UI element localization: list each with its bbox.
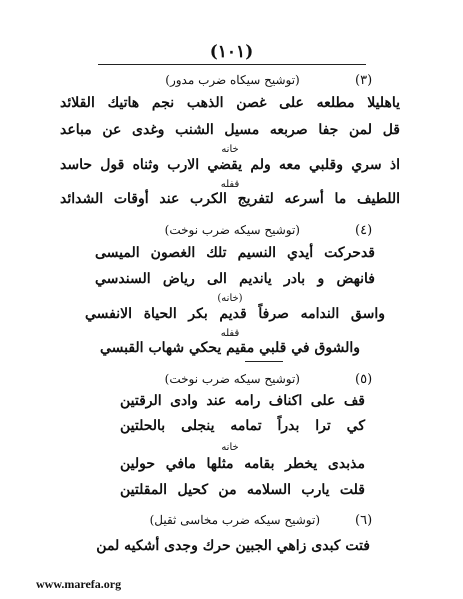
verse-line: اللطيف ما أسرعه لتفريج الكرب عند أوقات الشدائد <box>60 191 400 207</box>
khana-label: خانه <box>221 144 239 155</box>
section-number-5: (٥) <box>355 372 373 387</box>
khana-label: (خانه) <box>217 293 243 304</box>
verse-line: اذ سري وقلبي معه ولم يقضي الارب وثناه قول حاسد <box>60 157 400 173</box>
verse-line: مذبدى يخطر بقامه مثلها مافي حولين <box>120 456 365 472</box>
verse-line: والشوق في قلبي مقيم يحكي شهاب القبسي <box>99 340 360 356</box>
verse-line: ياهليلا مطلعه على غصن الذهب نجم هاتيك القلائد <box>60 95 400 111</box>
verse-line: قف على اكناف رامه عند وادى الرقتين <box>120 393 365 409</box>
verse-line: فتت كبدى زاهي الجبين حرك وجدى أشكيه لمن <box>96 538 370 554</box>
section-number-4: (٤) <box>355 223 373 238</box>
section-heading-4: (توشيح سيكه ضرب نوخت) <box>164 223 300 237</box>
section-heading-6: (توشيح سيكه ضرب مخاسى ثقيل) <box>149 513 320 527</box>
verse-line: واسق الندامه صرفاً قديم بكر الحياة الانفسي <box>85 306 385 322</box>
verse-line: كي ترا بدراً تمامه ينجلى بالحلتين <box>120 418 365 434</box>
section-heading-3: (توشيح سيكاه ضرب مدور) <box>165 73 300 87</box>
qafla-label: قفله <box>220 328 240 339</box>
verse-line: قلت يارب السلامه من كحيل المقلتين <box>120 482 365 498</box>
underline-mark <box>245 361 283 362</box>
watermark: www.marefa.org <box>36 577 122 591</box>
qafla-label: قفله <box>220 179 240 190</box>
verse-line: قدحركت أيدي النسيم تلك الغصون الميسى <box>95 245 375 261</box>
header-rule <box>98 64 366 65</box>
verse-line: فانهض و بادر يانديم الى رياض السندسي <box>95 271 375 287</box>
section-heading-5: (توشيح سيكه ضرب نوخت) <box>164 372 300 386</box>
section-number-6: (٦) <box>355 513 373 528</box>
verse-line: قل لمن جفا صربعه مسيل الشنب وغدى عن مباعد <box>60 122 400 138</box>
section-number-3: (٣) <box>355 73 373 88</box>
khana-label: خانه <box>221 442 239 453</box>
page-number: (١٠١) <box>209 42 254 62</box>
